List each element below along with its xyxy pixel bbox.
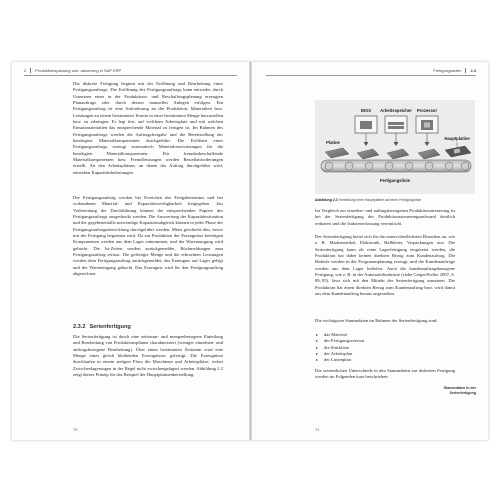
stammdaten-list-block (315, 332, 455, 364)
section-number: 2.3.2 (73, 324, 86, 330)
list-item: ▸ der Fertigungsversion (315, 338, 455, 344)
label-platine: Platine (326, 140, 340, 145)
label-hauptplatine: Hauptplatine (444, 136, 470, 141)
margin-note: Stammdaten in der Serienfertigung (443, 386, 476, 395)
header-chapter-number: 2 (24, 68, 27, 73)
header-separator (30, 68, 31, 73)
paragraph: Die diskrete Fertigung beginnt mit der Eröffnung und Bearbeitung eines Fertigungsauftrags. Die Eröffnung des Fertigungsauftrags kann entweder durch Umsetzen eines in der Produktions- und Beschaffungsplanung erzeugten Planauftrags oder durch dessen manuelles Anlegen erfolgen. Ein Fertigungsauftrag ist eine Anforderung an die Produktion, Materialien bzw. Leistungen zu einem bestimmten Termin in einer bestimmten Menge herzustellen bzw. zu erbringen. Er legt fest, auf welchem Arbeitsplatz und mit welchen Einsatzmaterialien das entsprechende Material zu fertigen ist. Im Rahmen des Fertigungsauftrags werden die Auftragsfreigabe und die Bereitstellung der benötigten Materialkomponenten durchgeführt. Die Eröffnen eines Fertigungsauftrags erzeugt automatisch Materialreservierungen für die benötigten Materialkomponenten. Für fremdzubeschaffende Materialkomponenten bzw. Fremdleistungen werden Bestellanforderungen erstellt. An den Arbeitsplätzen, an denen der Auftrag durchgeführt wird, entstehen Kapazitätsbelastungen. (73, 81, 223, 175)
right-page (252, 62, 488, 440)
header-rule (24, 75, 237, 76)
paragraph: Im Vergleich zur einzelne- und auftragsbezogenen Produktionssteuerung ist bei der Serienfertigung der Produktionssteuerungsaufwand deutlich reduziert und die Istdatenerfassung vereinfacht. (315, 208, 455, 226)
label-arbeitsspeicher: Arbeitsspeicher (380, 108, 412, 113)
running-header-left (24, 68, 121, 73)
paragraph: Der Serienfertigung bietet sich für die unterschiedlichsten Branchen an, wie z. B. Markenartikel, Elektronik, Halbleiter, Verpackungen usw. Die Serienfertigung kann als reine Lagerfertigung eingesetzt werden, die Produktion hat dabei keinen direkten Bezug zum Kundenauftrag. Die Bedarfe werden in der Programmplanung erzeugt, und die Kundenaufträge werden aus dem Lager beliefert. Auch die kundenauftragsbezogene Fertigung, wie z. B. in der Automobilindustrie (siehe Geiger/Keller 2007, S. 89–95), lässt sich mit den Mitteln der Serienfertigung umsetzen. Die Produktion hat einen direkten Bezug zum Kundenauftrag bzw. wird damit aus dem Kundenauftrag heraus angestoßen. (315, 234, 455, 297)
paragraph: Der Fertigungsauftrag werden bei Erreichen des Freigabetermins und bei vorhandener Material- und Kapazitätsverfügbarkeit freigegeben. Zur Vorbereitung der Durchführung können die entsprechenden Papiere des Fertigungsauftrags ausgedruckt werden. Die Auswertung der Kapazitätssituation und der gegebenenfalls notwendige Kapazitätsabgleich können in jeder Phase der Fertigungsauftragsabwicklung durchgeführt werden. Meist geschieht dies, bevor mit der Fertigung begonnen wird. Da zur Produktion der Erzeugnisse benötigen Komponenten werden aus dem Lager entnommen, und der Warenausgang wird gebucht. Die Ist-Zeiten werden zurückgemeldet, Rückmeldungen zum Fertigungsauftrag erfasst. Die gefertigte Menge und die erbrachten Leistungen werden dem Fertigungsauftrag zurückgemeldet, das Erzeugnis auf Lager gelegt und der Wareneingang gebucht. Das Erzeugnis wird für den Fertigungsauftrag abgerechnet. (73, 195, 223, 277)
running-header-right (433, 68, 476, 73)
caption-label: Abbildung 2.2 (315, 198, 338, 202)
list-item: ▸ der Linienplan (315, 357, 455, 363)
right-body-block-4 (315, 368, 455, 381)
left-page (12, 62, 249, 440)
header-chapter-title: Produktionsplanung und -steuerung in SAP ERP (35, 68, 122, 73)
header-section-title: Fertigungsarten (433, 68, 462, 73)
header-section-number: 2.3 (470, 68, 476, 73)
left-body-block-3 (73, 334, 223, 378)
list-item: ▸ die Stückliste (315, 345, 455, 351)
right-body-block-3 (315, 318, 455, 324)
header-rule (266, 75, 476, 76)
page-number-left: 70 (73, 427, 78, 432)
right-body-block-2 (315, 234, 455, 297)
left-body-block-2 (73, 195, 223, 277)
label-prozessor: Prozessor (416, 108, 438, 113)
figure-caption (315, 198, 465, 202)
paragraph: Die wesentlichen Unterschiede in den Stammdaten zur diskreten Fertigung werden im Folgenden kurz beschrieben: (315, 368, 455, 380)
list-item: ▸ das Material (315, 332, 455, 338)
label-fertigungslinie: Fertigungslinie (379, 178, 411, 183)
stammdaten-list (315, 332, 455, 364)
production-line-figure (315, 100, 475, 194)
book-spread (12, 62, 488, 440)
paragraph: Die wichtigsten Stammdaten im Rahmen der Serienfertigung sind: (315, 318, 438, 323)
section-heading (73, 324, 223, 330)
paragraph: Die Serienfertigung ist durch eine zeitraum- und mengenbezogene Einteilung und Bearbeitung von Produktionsplänen charakterisiert (weniger einzelnen- und auftragsbezogene Bearbeitung). Über einen bestimmten Zeitraum wird eine Menge eines gleich bleibenden Erzeugnisses gefertigt. Die Erzeugnisse durchlaufen in einem stetigen Fluss die Maschinen und Arbeitsplätze, wobei Zwischenlagerungen in der Regel nicht zwischengelagert werden. Abbildung 2.2 zeigt dieses Prinzip für das Beispiel der Hauptplatinenherstellung. (73, 334, 223, 378)
right-body-block-1 (315, 208, 455, 227)
left-body-block-1 (73, 81, 223, 176)
page-number-right: 71 (315, 427, 320, 432)
list-item: ▸ der Arbeitsplan (315, 351, 455, 357)
label-bios: BIOS (360, 108, 372, 113)
caption-text: Herstellung einer Hauptplatine auf einer Fertigungslinie (338, 198, 422, 202)
section-title: Serienfertigung (89, 324, 131, 330)
header-separator (465, 68, 466, 73)
conveyor-belt (321, 160, 471, 172)
